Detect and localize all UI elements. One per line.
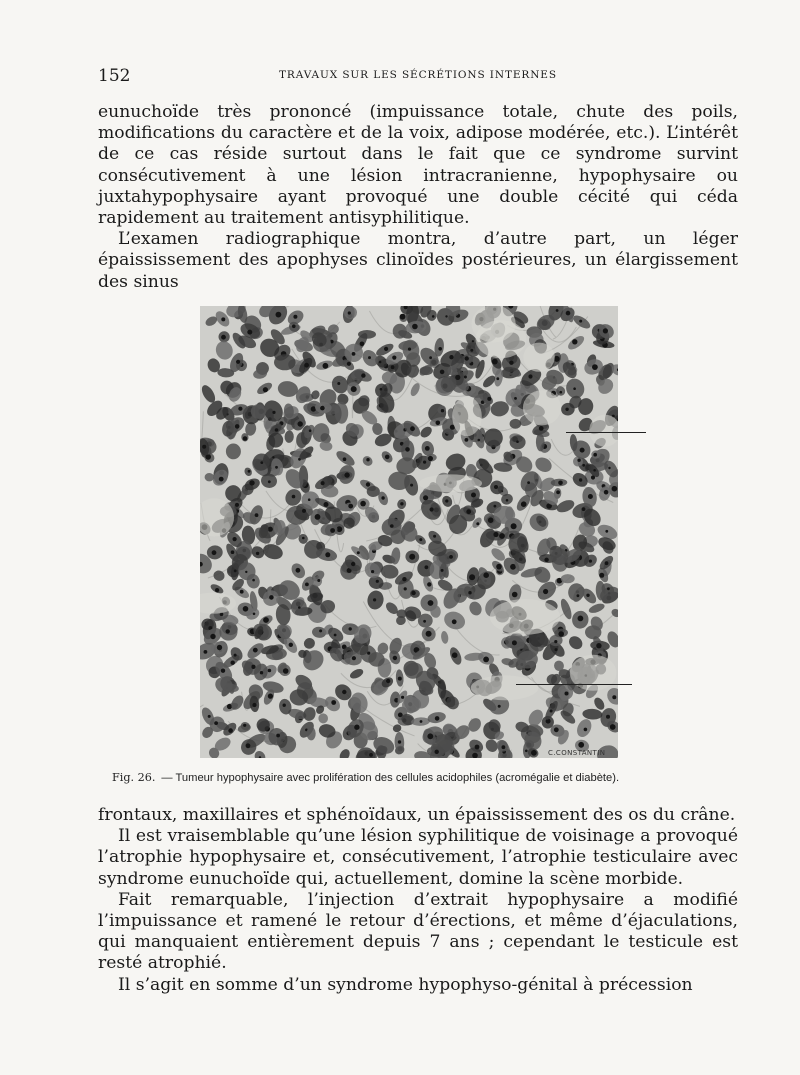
figure-label: Fig. 26. — [112, 771, 156, 784]
body-text-top — [98, 102, 738, 293]
figure-caption — [112, 771, 732, 784]
body-text-bottom — [98, 805, 738, 996]
histology-illustration — [200, 306, 618, 758]
page-number: 152 — [98, 66, 131, 86]
pointer-line — [516, 684, 632, 685]
paragraph: frontaux, maxillaires et sphénoïdaux, un épaississement des os du crâne. — [98, 805, 736, 825]
paragraph: Fait remarquable, l’injection d’extrait hypophysaire a modifié l’impuissance et ramené le retour d’érections, et même d’éjaculations, qui manquaient entièrement depuis 7 ans ; cependant le testicule est resté atrophié. — [98, 889, 738, 974]
paragraph: L’examen radiographique montra, d’autre part, un léger épaississement des apophyses clinoïdes postérieures, un élargissement des sinus — [98, 229, 738, 292]
paragraph: Il s’agit en somme d’un syndrome hypophyso-génital à précession — [118, 974, 693, 995]
tissue-drawing — [200, 306, 618, 758]
running-head: TRAVAUX SUR LES SÉCRÉTIONS INTERNES — [279, 69, 557, 81]
paragraph: Il est vraisemblable qu’une lésion syphilitique de voisinage a provoqué l’atrophie hypophysaire et, consécutivement, l’atrophie testiculaire avec syndrome eunuchoïde qui, actuellement, domine la scène morbide. — [98, 826, 738, 889]
pointer-line — [566, 432, 646, 433]
caption-text: — Tumeur hypophysaire avec prolifération des cellules acidophiles (acromégalie et diabète). — [161, 772, 620, 784]
artist-signature: C.CONSTANTIN — [548, 749, 606, 757]
page-header — [98, 66, 738, 86]
paragraph: eunuchoïde très prononcé (impuissance totale, chute des poils, modifications du caractère et de la voix, adipose modérée, etc.). L’intérêt de ce cas réside surtout dans le fait que ce syndrome survint consécutivement à une lésion intracranienne, hypophysaire ou juxtahypophysaire ayant provoqué une double cécité qui céda rapidement au traitement antisyphilitique. — [98, 102, 738, 229]
